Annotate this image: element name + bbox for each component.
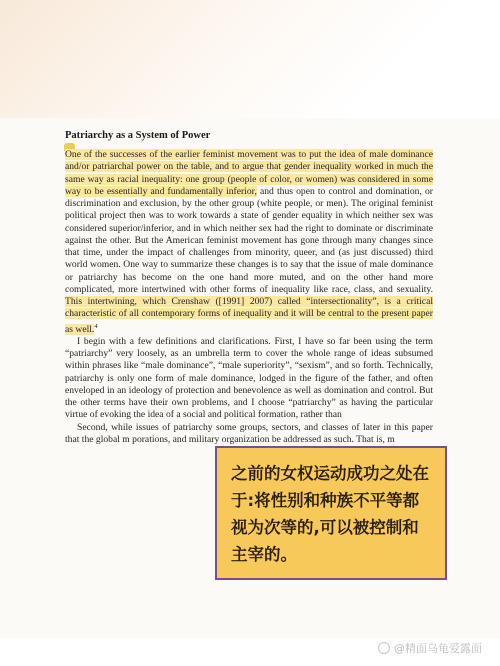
watermark-text: @精面乌龟爱露面 (394, 642, 482, 655)
paragraph-1-text: and thus open to control and domination, or discrimination and exclusion, by the other group (white people, or men). The original feminist political project then was to work towards a state of gender equality in which neither sex was considered superior/inferior, and in which neither sex had the right to dominate or discriminate against the other. But the American feminist movement has gone through many changes since that time, under the impact of challenges from minority, queer, and (as just discussed) third world women. One way to summarize these changes is to say that the issue of male dominance or patriarchy has become on the one hand more muted, and on the other hand more complicated, more intertwined with other forms of inequality like race, class, and sexuality. (65, 185, 434, 295)
annotation-note-text: 之前的女权运动成功之处在于:将性别和种族不平等都视为次等的,可以被控制和主宰的。 (231, 464, 429, 564)
watermark (378, 640, 482, 656)
watermark-icon (378, 642, 390, 654)
top-background (0, 0, 500, 120)
paragraph-3: Second, while issues of patriarchy some groups, sectors, and classes of later in this paper that the global m porations, and military organization be addressed as such. That is, m (65, 421, 433, 445)
footnote-marker: 4 (94, 322, 98, 330)
section-heading: Patriarchy as a System of Power (65, 130, 211, 141)
annotation-note (215, 446, 447, 580)
paragraph-1 (65, 149, 433, 336)
body-text (65, 149, 433, 446)
paragraph-2: I begin with a few definitions and clarifications. First, I have so far been using the term “patriarchy” very loosely, as an umbrella term to cover the whole range of ideas subsumed within phrases like “male dominance”, “male superiority”, “sexism”, and so forth. Technically, patriarchy is only one form of male dominance, lodged in the figure of the father, and often enveloped in an ideology of protection and benevolence as well as domination and control. But the other terms have their own problems, and I choose “patriarchy” as having the particular virtue of evoking the idea of a social and political formation, rather than (65, 335, 433, 421)
highlighted-passage-2[interactable]: This intertwining, which Crenshaw ([1991] 2007) called “intersectionality”, is a critical characteristic of all contemporary forms of inequality and it will be central to the present paper as well. (65, 296, 433, 335)
highlighted-passage-1[interactable]: One of the successes of the earlier feminist movement was to put the idea of male dominance and/or patriarchal power on the table, and to argue that gender inequality worked in much the same way as racial inequality: one group (people of color, or women) was considered in some way to be essentially and fundamentally inferior, (65, 149, 433, 197)
